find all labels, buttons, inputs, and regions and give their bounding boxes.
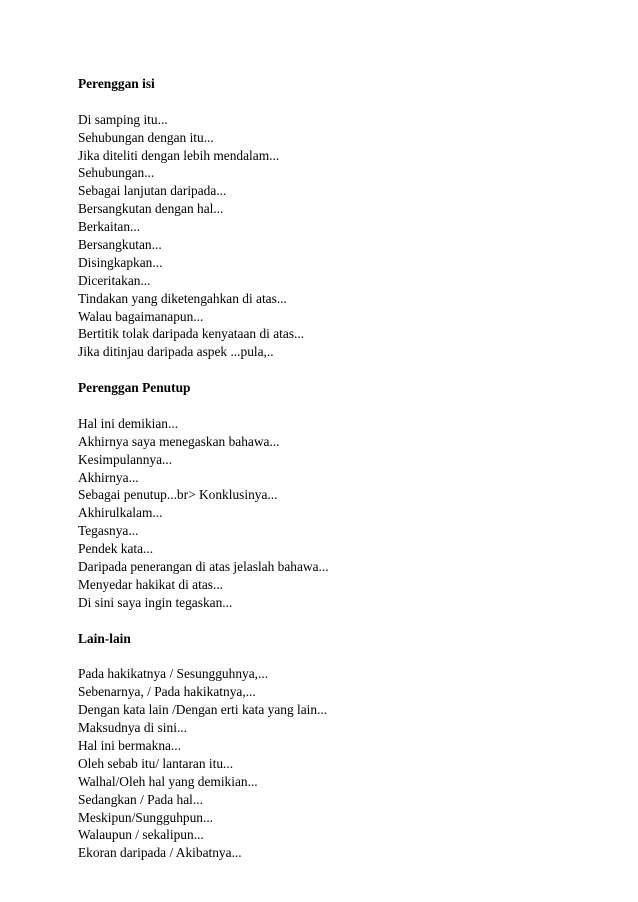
phrase-line: Jika diteliti dengan lebih mendalam...	[78, 147, 280, 163]
paragraph-spacer	[78, 648, 598, 666]
phrase-line: Ekoran daripada / Akibatnya...	[78, 845, 242, 861]
phrase-line: Sebenarnya, / Pada hakikatnya,...	[78, 684, 256, 700]
phrase-line: Di sini saya ingin tegaskan...	[78, 594, 233, 610]
phrase-line: Tindakan yang diketengahkan di atas...	[78, 290, 287, 306]
document-body	[78, 75, 598, 862]
phrase-line: Sebagai penutup...br> Konklusinya...	[78, 487, 278, 503]
phrase-line: Sehubungan dengan itu...	[78, 129, 214, 145]
paragraph-spacer	[78, 397, 598, 415]
phrase-line: Akhirnya saya menegaskan bahawa...	[78, 433, 280, 449]
phrase-line: Sebagai lanjutan daripada...	[78, 183, 227, 199]
phrase-line: Akhirnya...	[78, 469, 139, 485]
section-spacer	[78, 612, 598, 630]
phrase-line: Tegasnya...	[78, 523, 139, 539]
section-spacer	[78, 361, 598, 379]
phrase-line: Kesimpulannya...	[78, 451, 173, 467]
phrase-line: Sehubungan...	[78, 165, 155, 181]
phrase-line: Daripada penerangan di atas jelaslah bahawa...	[78, 559, 329, 575]
paragraph-spacer	[78, 93, 598, 111]
phrase-line: Meskipun/Sungguhpun...	[78, 809, 214, 825]
section-heading: Perenggan Penutup	[78, 380, 191, 396]
phrase-line: Jika ditinjau daripada aspek ...pula,..	[78, 344, 274, 360]
section-lain-lain	[78, 630, 598, 863]
phrase-line: Menyedar hakikat di atas...	[78, 576, 224, 592]
phrase-line: Sedangkan / Pada hal...	[78, 791, 203, 807]
phrase-line: Bertitik tolak daripada kenyataan di atas...	[78, 326, 305, 342]
phrase-line: Disingkapkan...	[78, 254, 163, 270]
phrase-line: Hal ini bermakna...	[78, 737, 181, 753]
section-perenggan-penutup	[78, 379, 598, 612]
phrase-line: Diceritakan...	[78, 272, 151, 288]
phrase-line: Pada hakikatnya / Sesungguhnya,...	[78, 666, 269, 682]
phrase-line: Akhirulkalam...	[78, 505, 163, 521]
phrase-line: Berkaitan...	[78, 219, 141, 235]
phrase-line: Walaupun / sekalipun...	[78, 827, 204, 843]
phrase-line: Walhal/Oleh hal yang demikian...	[78, 773, 258, 789]
section-heading: Lain-lain	[78, 630, 131, 646]
section-heading: Perenggan isi	[78, 76, 155, 91]
phrase-line: Maksudnya di sini...	[78, 720, 187, 736]
section-perenggan-isi	[78, 75, 598, 361]
phrase-line: Dengan kata lain /Dengan erti kata yang lain...	[78, 702, 328, 718]
phrase-line: Bersangkutan...	[78, 237, 162, 253]
phrase-line: Bersangkutan dengan hal...	[78, 201, 224, 217]
phrase-line: Walau bagaimanapun...	[78, 308, 204, 324]
phrase-line: Di samping itu...	[78, 111, 168, 127]
phrase-line: Oleh sebab itu/ lantaran itu...	[78, 755, 234, 771]
phrase-line: Hal ini demikian...	[78, 415, 179, 431]
phrase-line: Pendek kata...	[78, 541, 154, 557]
